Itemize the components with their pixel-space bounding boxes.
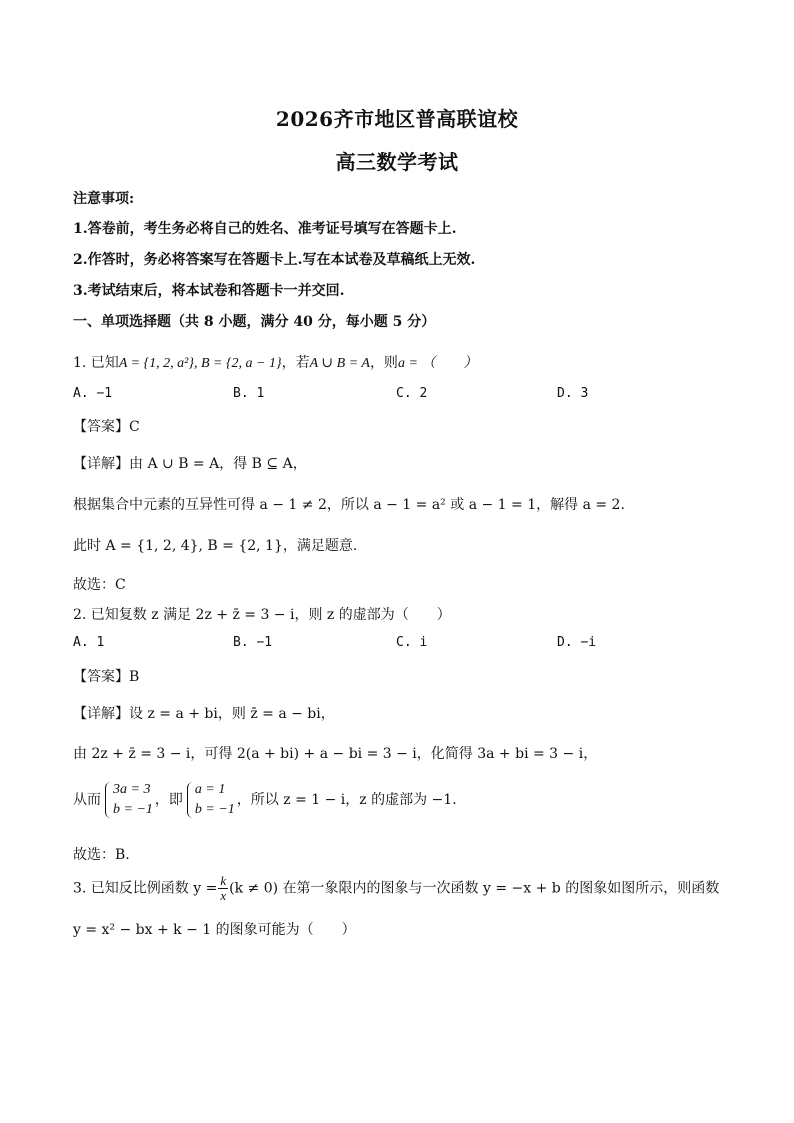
q3-fraction (218, 874, 228, 903)
q2-system-2-row-2: b = −1 (194, 802, 235, 817)
q1-answer: 【答案】C (73, 419, 140, 435)
q3-stem-mid: (k ≠ 0) 在第一象限内的图象与一次函数 y = −x + b 的图象如图所示，则函数 (229, 880, 720, 897)
q1-cond-prefix: ，若 (281, 355, 310, 371)
q2-detail-label: 【详解】 (73, 706, 129, 722)
q1-detail-label: 【详解】 (73, 456, 129, 472)
notice-item-2: 2.作答时，务必将答案写在答题卡上.写在本试卷及草稿纸上无效. (73, 252, 476, 268)
q1-option-b: B. 1 (233, 386, 265, 401)
q2-detail-3-mid: ，即 (154, 792, 183, 808)
q3-fraction-numerator: k (220, 873, 227, 888)
q1-sets: A = {1, 2, a²}, B = {2, a − 1} (118, 356, 282, 371)
q2-option-c: C. i (396, 635, 428, 650)
q3-stem-prefix: 3. 已知反比例函数 y = (73, 880, 218, 897)
q2-system-2 (185, 780, 235, 820)
q2-detail-3-suffix: ，所以 z = 1 − i，z 的虚部为 −1. (236, 792, 457, 808)
q2-answer: 【答案】B (73, 669, 140, 685)
q2-option-b: B. −1 (233, 635, 273, 650)
q2-detail-text-1: 设 z = a + bi，则 z̄ = a − bi， (129, 706, 335, 722)
q1-detail-text-1: 由 A ∪ B = A，得 B ⊆ A， (129, 456, 307, 472)
q2-detail-3 (73, 780, 457, 820)
q2-system-1-row-2: b = −1 (113, 802, 153, 817)
q2-system-1 (103, 780, 153, 820)
q1-detail-3: 此时 A = {1, 2, 4}, B = {2, 1}，满足题意. (73, 538, 358, 554)
q1-stem (73, 352, 477, 372)
q1-detail-1 (73, 453, 307, 473)
notice-item-1: 1.答卷前，考生务必将自己的姓名、准考证号填写在答题卡上. (73, 221, 457, 237)
q2-detail-3-prefix: 从而 (73, 792, 101, 808)
q3-stem-line-2: y = x² − bx + k − 1 的图象可能为（ ） (73, 922, 356, 938)
q1-ask: a = （ ） (397, 356, 478, 371)
q2-detail-1 (73, 703, 335, 723)
section-heading: 一、单项选择题（共 8 小题，满分 40 分，每小题 5 分） (73, 314, 436, 330)
notice-heading: 注意事项: (73, 191, 135, 207)
q1-ask-prefix: ，则 (369, 355, 398, 371)
q2-stem: 2. 已知复数 z 满足 2z + z̄ = 3 − i，则 z 的虚部为（ ） (73, 607, 451, 623)
q1-option-d: D. 3 (557, 386, 589, 401)
q1-condition: A ∪ B = A (309, 356, 370, 371)
q1-option-a: A. −1 (73, 386, 113, 401)
q1-option-c: C. 2 (396, 386, 428, 401)
q3-fraction-denominator: x (220, 888, 227, 903)
q1-choice: 故选：C (73, 577, 126, 593)
q1-number: 1. 已知 (73, 355, 119, 371)
exam-title: 2026齐市地区普高联谊校 (275, 107, 519, 131)
q2-detail-2: 由 2z + z̄ = 3 − i，可得 2(a + bi) + a − bi = 3 − i，化简得 3a + bi = 3 − i， (73, 746, 598, 762)
q2-system-2-row-1: a = 1 (194, 782, 226, 797)
q2-system-1-row-1: 3a = 3 (113, 782, 151, 797)
q3-stem-line-1 (73, 874, 719, 903)
notice-item-3: 3.考试结束后，将本试卷和答题卡一并交回. (73, 283, 345, 299)
q2-choice: 故选：B. (73, 847, 130, 863)
exam-subtitle: 高三数学考试 (335, 150, 459, 174)
q2-option-d: D. −i (557, 635, 597, 650)
q2-option-a: A. 1 (73, 635, 105, 650)
q1-detail-2: 根据集合中元素的互异性可得 a − 1 ≠ 2，所以 a − 1 = a² 或 a − 1 = 1，解得 a = 2. (73, 497, 625, 513)
